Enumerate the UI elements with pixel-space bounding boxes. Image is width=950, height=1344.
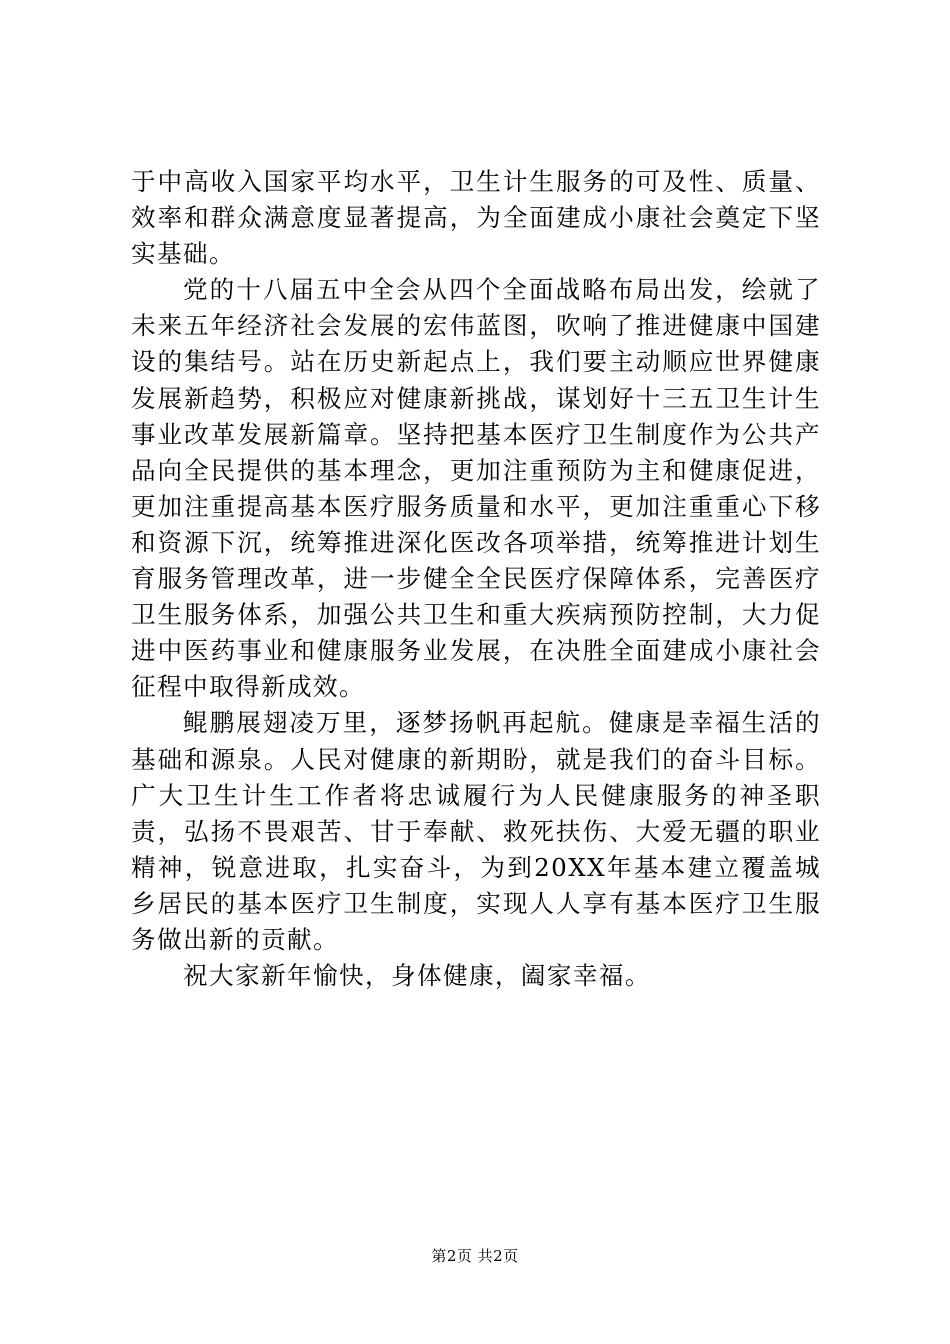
paragraph-new-year-wishes: 祝大家新年愉快，身体健康，阖家幸福。 [183,961,651,991]
document-body [131,164,821,994]
paragraph-plenary-session: 党的十八届五中全会从四个全面战略布局出发，绘就了未来五年经济社会发展的宏伟蓝图，吹响了推进健康中国建设的集结号。站在历史新起点上，我们要主动顺应世界健康发展新趋势，积极应对健康新挑战，谋划好十三五卫生计生事业改革发展新篇章。坚持把基本医疗卫生制度作为公共产品向全民提供的基本理念，更加注重预防为主和健康促进，更加注重提高基本医疗服务质量和水平，更加注重重心下移和资源下沉，统筹推进深化医改各项举措，统筹推进计划生育服务管理改革，进一步健全全民医疗保障体系，完善医疗卫生服务体系，加强公共卫生和重大疾病预防控制，大力促进中医药事业和健康服务业发展，在决胜全面建成小康社会征程中取得新成效。 [131,275,821,702]
paragraph-continuation: 于中高收入国家平均水平，卫生计生服务的可及性、质量、效率和群众满意度显著提高，为全面建成小康社会奠定下坚实基础。 [131,167,821,269]
paragraph-new-journey: 鲲鹏展翅凌万里，逐梦扬帆再起航。健康是幸福生活的基础和源泉。人民对健康的新期盼，就是我们的奋斗目标。广大卫生计生工作者将忠诚履行为人民健康服务的神圣职责，弘扬不畏艰苦、甘于奉献、救死扶伤、大爱无疆的职业精神，锐意进取，扎实奋斗，为到20XX年基本建立覆盖城乡居民的基本医疗卫生制度，实现人人享有基本医疗卫生服务做出新的贡献。 [131,708,821,954]
page-number-footer: 第2页 共2页 [431,1247,519,1265]
